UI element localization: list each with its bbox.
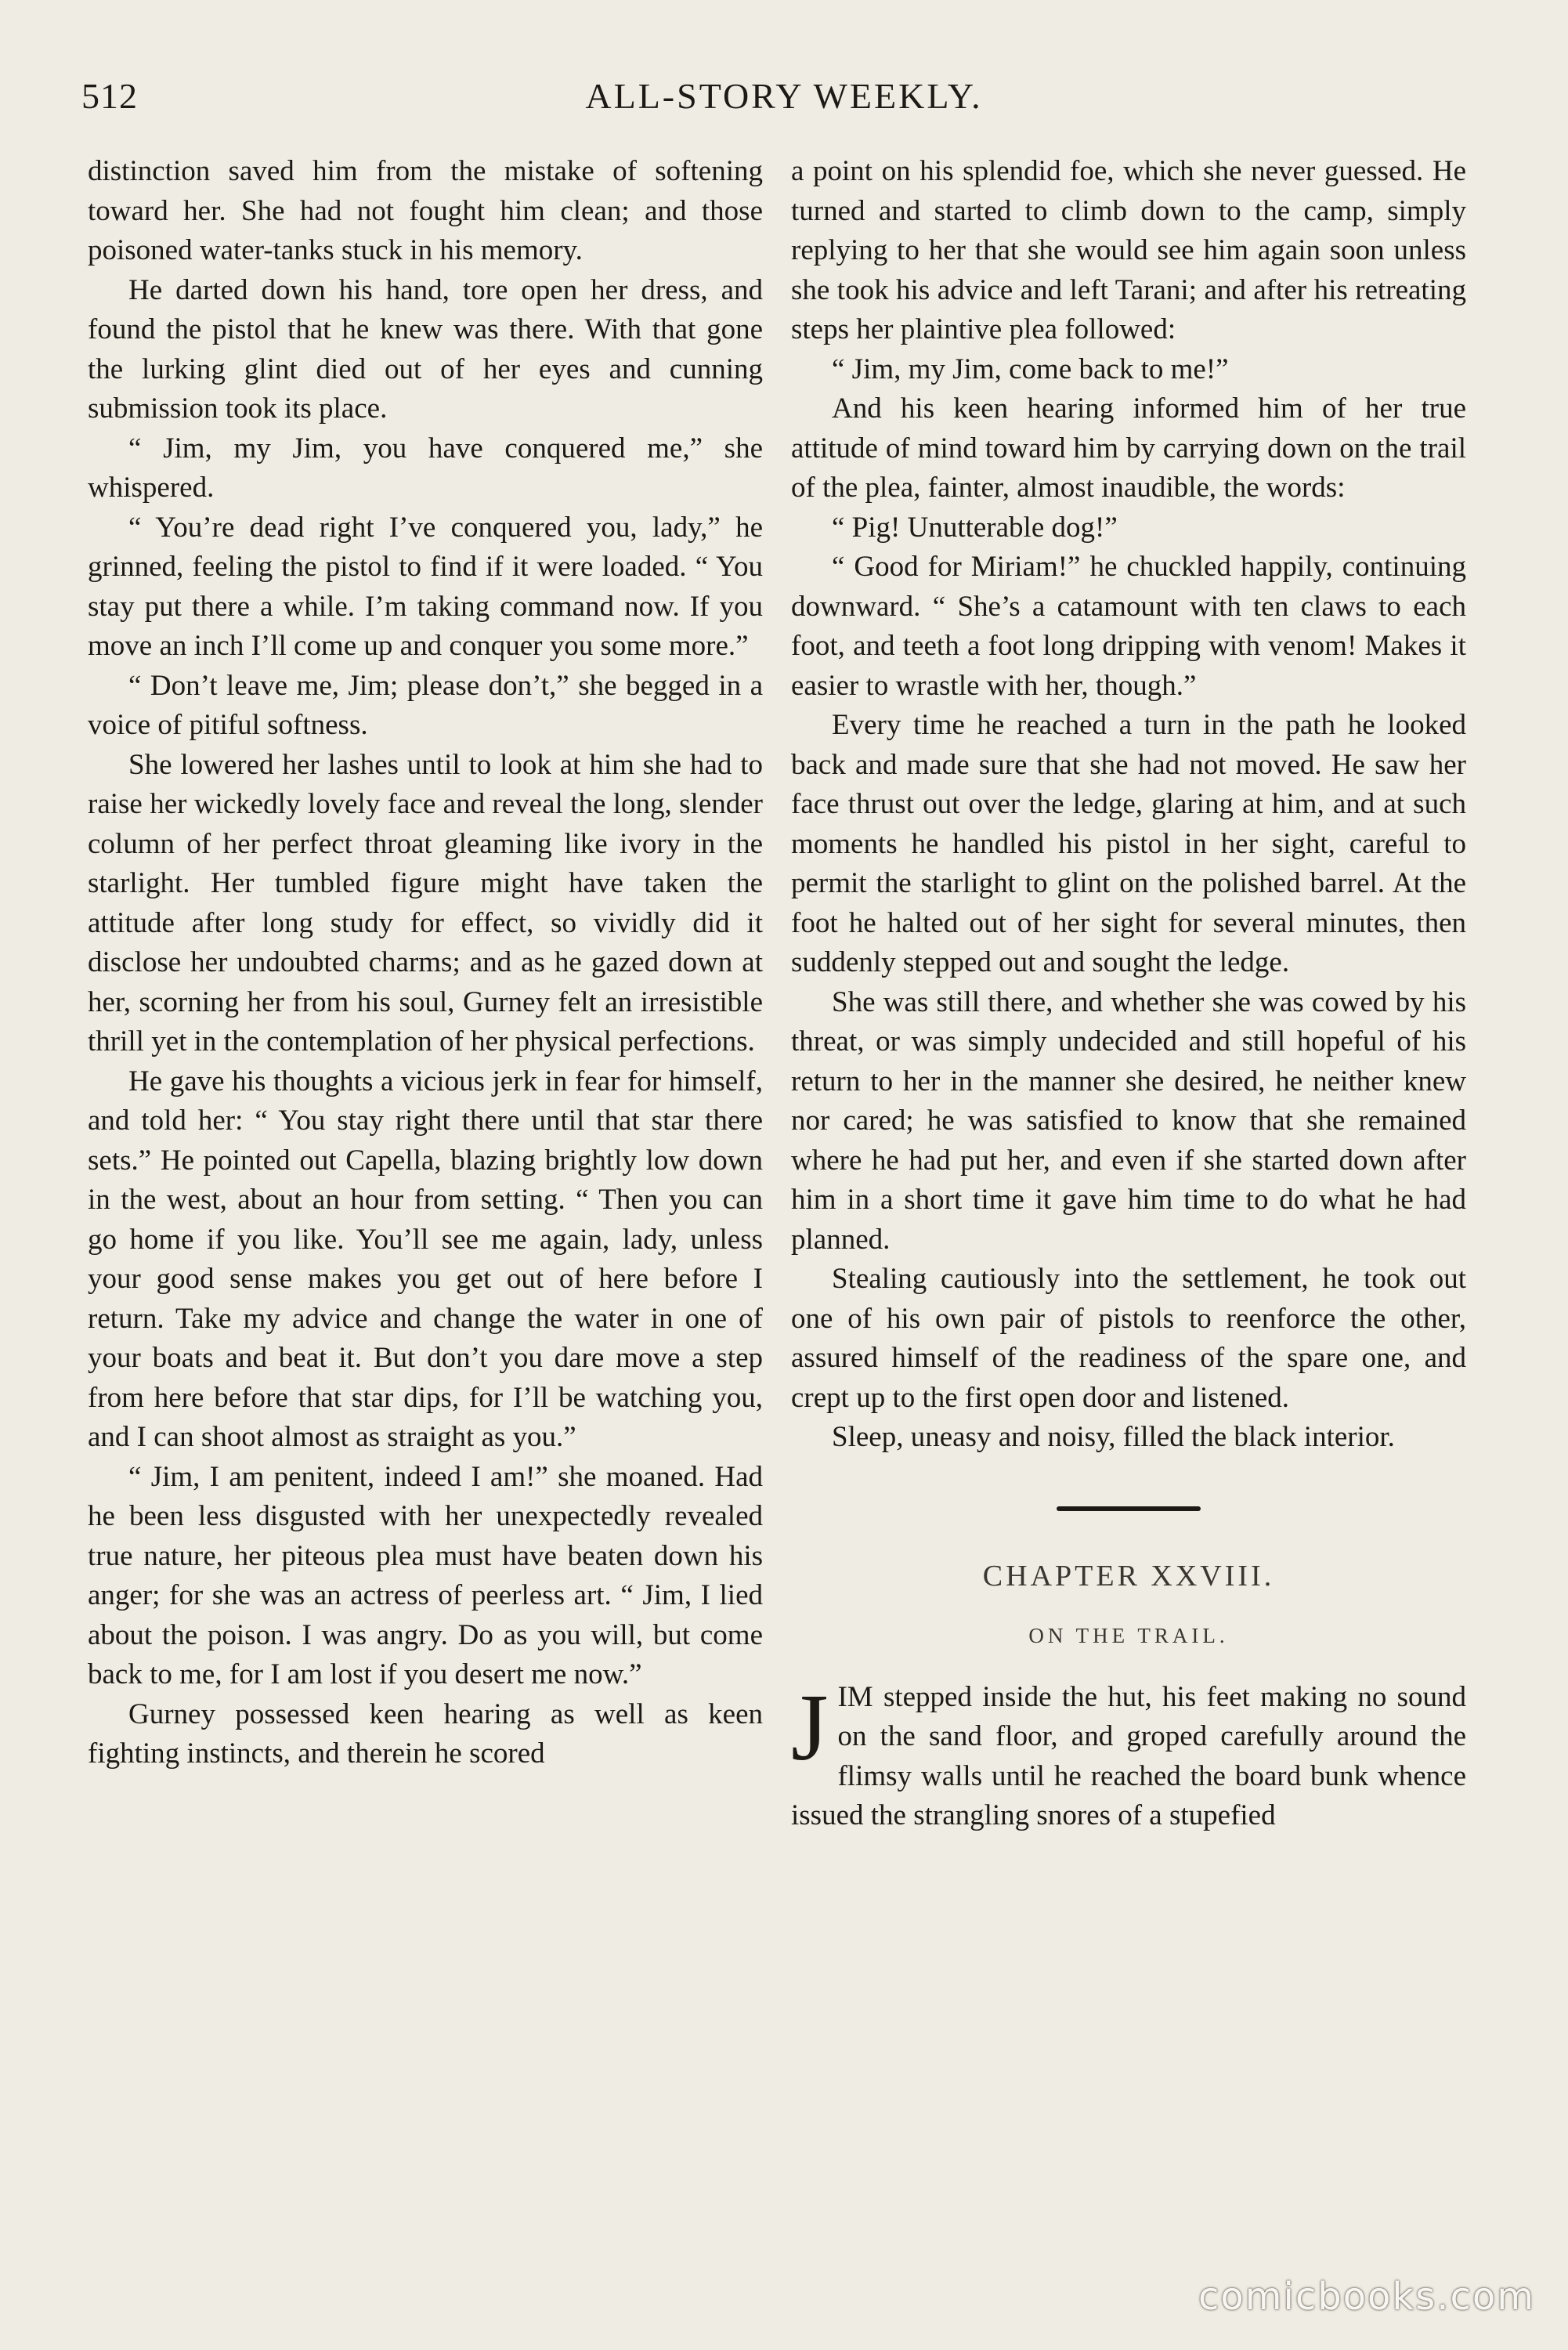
watermark-logo: comicbooks.com [1198, 2275, 1535, 2319]
chapter-opening-text: IM stepped inside the hut, his feet making no sound on the sand floor, and groped carefully around the flimsy walls until he reached the board bunk whence issued the strangling snores of a stupefied [791, 1680, 1466, 1831]
paragraph: distinction saved him from the mistake of softening toward her. She had not fought him clean; and those poisoned water-tanks stuck in his memory. [88, 155, 763, 266]
paragraph: He gave his thoughts a vicious jerk in fear for himself, and told her: “ You stay right there until that star there sets.” He pointed out Capella, blazing brightly low down in the west, about an hour from setting. “ Then you can go home if you like. You’ll see me again, lady, unless your good sense makes you get out of here before I return. Take my advice and change the water in one of your boats and beat it. But don’t you dare move a step from here before that star dips, for I’ll be watching you, and I can shoot almost as straight as you.” [88, 1065, 763, 1453]
drop-cap: J [791, 1674, 829, 1781]
paragraph: She lowered her lashes until to look at him she had to raise her wickedly lovely face and reveal the long, slender column of her perfect throat gleaming like ivory in the starlight. Her tumbled figure might have taken the attitude after long study for effect, so vividly did it disclose her undoubted charms; and as he gazed down at her, scorning her from his soul, Gurney felt an irresistible thrill yet in the contemplation of her physical perfections. [88, 748, 763, 1058]
paragraph: He darted down his hand, tore open her dress, and found the pistol that he knew was there. With that gone the lurking glint died out of her eyes and cunning submission took its place. [88, 273, 763, 425]
chapter-title: CHAPTER XXVIII. [982, 1559, 1275, 1593]
right-column [791, 152, 1466, 1836]
paragraph: “ Good for Miriam!” he chuckled happily, continuing downward. “ She’s a catamount with ten claws to each foot, and teeth a foot long dripping with venom! Makes it easier to wrastle with her, though.” [791, 551, 1466, 702]
paragraph: Stealing cautiously into the settlement, he took out one of his own pair of pistols to reenforce the other, assured himself of the readiness of the spare one, and crept up to the first open door and listened. [791, 1263, 1466, 1414]
paragraph: “ Jim, my Jim, you have conquered me,” she whispered. [88, 432, 763, 504]
paragraph: “ Jim, my Jim, come back to me!” [832, 352, 1229, 385]
paragraph: “ Jim, I am penitent, indeed I am!” she moaned. Had he been less disgusted with her unexpectedly revealed true nature, her piteous plea must have beaten down his anger; for she was an actress of peerless art. “ Jim, I lied about the poison. I was angry. Do as you will, but come back to me, for I am lost if you desert me now.” [88, 1460, 763, 1690]
paragraph: Every time he reached a turn in the path he looked back and made sure that she had not moved. He saw her face thrust out over the ledge, glaring at him, and at such moments he handled his pistol in her sight, careful to permit the starlight to glint on the polished barrel. At the foot he halted out of her sight for several minutes, then suddenly stepped out and sought the ledge. [791, 709, 1466, 978]
paragraph: And his keen hearing informed him of her true attitude of mind toward him by carrying down on the trail of the plea, fainter, almost inaudible, the words: [791, 392, 1466, 504]
running-head: ALL-STORY WEEKLY. [585, 76, 983, 116]
paragraph: “ Pig! Unutterable dog!” [832, 511, 1118, 544]
paragraph: “ You’re dead right I’ve conquered you, lady,” he grinned, feeling the pistol to find if it were loaded. “ You stay put there a while. I’m taking command now. If you move an inch I’ll come up and conquer you some more.” [88, 511, 763, 662]
paragraph: a point on his splendid foe, which she never guessed. He turned and started to climb down to the camp, simply replying to her that she would see him again soon unless she took his advice and left Tarani; and after his retreating steps her plaintive plea followed: [791, 155, 1466, 345]
page-number: 512 [81, 76, 138, 116]
paragraph: Gurney possessed keen hearing as well as keen fighting instincts, and therein he scored [88, 1697, 763, 1770]
left-column [88, 152, 763, 1774]
chapter-subtitle: ON THE TRAIL. [1028, 1624, 1229, 1647]
paragraph: Sleep, uneasy and noisy, filled the black interior. [832, 1421, 1395, 1453]
chapter-opening-paragraph [791, 1674, 1466, 1836]
section-divider [1057, 1506, 1201, 1511]
paragraph: She was still there, and whether she was cowed by his threat, or was simply undecided and still hopeful of his return to her in the manner she desired, he neither knew nor cared; he was satisfied to know that she remained where he had put her, and even if she started down after him in a short time it gave him time to do what he had planned. [791, 985, 1466, 1256]
paragraph: “ Don’t leave me, Jim; please don’t,” she begged in a voice of pitiful softness. [88, 669, 763, 741]
